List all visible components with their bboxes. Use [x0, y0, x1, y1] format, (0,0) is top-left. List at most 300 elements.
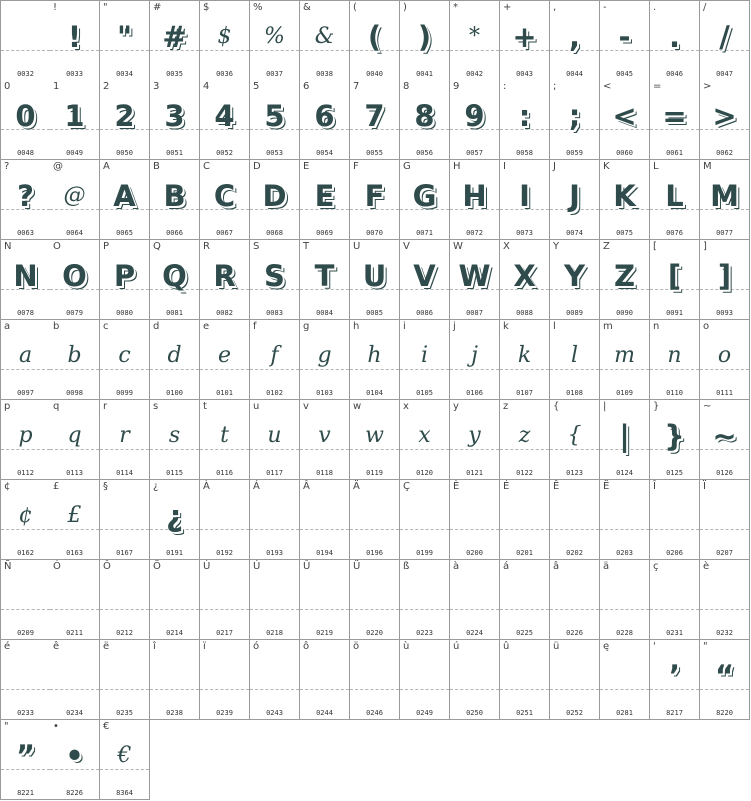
character-code: 0080 — [116, 309, 133, 317]
glyph-cell — [50, 160, 100, 240]
glyph-cell — [600, 560, 650, 640]
glyph-preview: ~ — [712, 419, 737, 453]
character-label: ¢ — [4, 481, 11, 492]
character-code: 0233 — [17, 709, 34, 717]
baseline-guide — [100, 529, 149, 530]
glyph-preview: & — [314, 24, 335, 49]
character-code: 0072 — [466, 229, 483, 237]
glyph-cell — [0, 640, 51, 720]
glyph-cell — [0, 240, 51, 320]
glyph-cell — [450, 240, 500, 320]
glyph-cell — [600, 480, 650, 560]
character-label: É — [503, 481, 510, 492]
glyph-preview: ¿ — [166, 499, 183, 533]
character-code: 0207 — [716, 549, 733, 557]
character-label: G — [403, 161, 411, 172]
baseline-guide — [250, 529, 299, 530]
character-code: 0085 — [366, 309, 383, 317]
character-label: [ — [653, 241, 657, 252]
glyph-cell — [500, 160, 550, 240]
character-label: ? — [4, 161, 10, 172]
character-code: 0078 — [17, 309, 34, 317]
character-label: ö — [353, 641, 360, 652]
glyph-cell — [200, 80, 250, 160]
character-label: Q — [153, 241, 161, 252]
character-code: 0043 — [516, 70, 533, 78]
glyph-cell — [600, 80, 650, 160]
character-label: . — [653, 2, 657, 13]
glyph-preview: / — [719, 20, 730, 54]
glyph-cell — [550, 480, 600, 560]
character-label: ù — [403, 641, 410, 652]
glyph-preview: } — [664, 419, 685, 453]
character-label: 3 — [153, 81, 160, 92]
character-code: 0033 — [66, 70, 83, 78]
glyph-cell — [650, 560, 700, 640]
character-label: @ — [53, 161, 63, 172]
character-code: 0163 — [66, 549, 83, 557]
glyph-cell — [550, 80, 600, 160]
character-label: v — [303, 401, 309, 412]
character-code: 0192 — [216, 549, 233, 557]
character-label: Ë — [603, 481, 610, 492]
glyph-cell — [150, 320, 200, 400]
character-code: 0035 — [166, 70, 183, 78]
character-code: 8217 — [666, 709, 683, 717]
character-code: 0220 — [366, 629, 383, 637]
character-label: Ñ — [4, 561, 12, 572]
glyph-cell — [500, 560, 550, 640]
character-label: È — [453, 481, 460, 492]
character-label: € — [103, 721, 110, 732]
glyph-cell — [350, 480, 400, 560]
character-label: â — [553, 561, 560, 572]
character-label: m — [603, 321, 613, 332]
baseline-guide — [200, 689, 249, 690]
character-code: 0203 — [616, 549, 633, 557]
baseline-guide — [700, 609, 749, 610]
character-label: ô — [303, 641, 310, 652]
glyph-preview: ] — [717, 259, 732, 293]
glyph-preview: - — [618, 20, 631, 54]
glyph-cell — [200, 560, 250, 640]
character-label: ) — [403, 2, 407, 13]
character-label: R — [203, 241, 210, 252]
glyph-cell — [250, 480, 300, 560]
baseline-guide — [150, 689, 199, 690]
glyph-cell — [500, 240, 550, 320]
character-code: 0246 — [366, 709, 383, 717]
character-label: Á — [253, 481, 260, 492]
character-code: 0083 — [266, 309, 283, 317]
character-code: 0114 — [116, 469, 133, 477]
glyph-cell — [550, 560, 600, 640]
glyph-cell — [100, 560, 150, 640]
character-label: ß — [403, 561, 410, 572]
glyph-cell — [700, 560, 750, 640]
glyph-preview: N — [13, 259, 38, 293]
character-label: a — [4, 321, 11, 332]
glyph-preview: K — [613, 179, 636, 213]
character-code: 0110 — [666, 389, 683, 397]
glyph-preview: p — [18, 423, 33, 448]
character-code: 0104 — [366, 389, 383, 397]
character-code: 0214 — [166, 629, 183, 637]
glyph-cell — [450, 80, 500, 160]
character-code: 0250 — [466, 709, 483, 717]
glyph-cell — [250, 240, 300, 320]
glyph-preview: 5 — [264, 99, 285, 133]
glyph-cell — [150, 0, 200, 81]
baseline-guide — [400, 529, 449, 530]
glyph-cell — [500, 640, 550, 720]
character-code: 0075 — [616, 229, 633, 237]
baseline-guide — [100, 689, 149, 690]
character-code: 0218 — [266, 629, 283, 637]
baseline-guide — [650, 609, 699, 610]
character-label: c — [103, 321, 109, 332]
glyph-cell — [200, 400, 250, 480]
glyph-preview: z — [518, 423, 531, 448]
glyph-cell — [100, 640, 150, 720]
character-code: 0059 — [566, 149, 583, 157]
glyph-preview: c — [118, 343, 131, 368]
character-label: 7 — [353, 81, 360, 92]
glyph-cell — [550, 400, 600, 480]
baseline-guide — [1, 50, 50, 51]
character-label: ó — [253, 641, 260, 652]
glyph-preview: y — [468, 423, 481, 448]
glyph-preview: < — [612, 99, 637, 133]
character-label: 4 — [203, 81, 210, 92]
baseline-guide — [350, 689, 399, 690]
character-label: ë — [103, 641, 110, 652]
character-code: 0238 — [166, 709, 183, 717]
character-code: 0074 — [566, 229, 583, 237]
glyph-cell — [350, 240, 400, 320]
glyph-cell — [650, 400, 700, 480]
glyph-cell — [450, 560, 500, 640]
character-label: £ — [53, 481, 60, 492]
character-code: 0050 — [116, 149, 133, 157]
glyph-cell — [400, 400, 450, 480]
baseline-guide — [300, 689, 349, 690]
character-label: b — [53, 321, 60, 332]
glyph-cell — [350, 640, 400, 720]
glyph-cell — [200, 160, 250, 240]
baseline-guide — [1, 609, 50, 610]
glyph-preview: b — [67, 343, 82, 368]
character-label: x — [403, 401, 409, 412]
character-code: 0069 — [316, 229, 333, 237]
character-code: 0122 — [516, 469, 533, 477]
glyph-preview: 0 — [15, 99, 36, 133]
baseline-guide — [600, 529, 649, 530]
glyph-cell — [350, 80, 400, 160]
glyph-cell — [250, 0, 300, 81]
baseline-guide — [550, 609, 599, 610]
glyph-preview: £ — [67, 503, 82, 528]
character-label: | — [603, 401, 607, 412]
character-code: 0235 — [116, 709, 133, 717]
baseline-guide — [350, 609, 399, 610]
character-label: F — [353, 161, 359, 172]
baseline-guide — [500, 529, 549, 530]
character-code: 0056 — [416, 149, 433, 157]
character-label: á — [503, 561, 510, 572]
glyph-cell — [200, 480, 250, 560]
character-label: : — [503, 81, 507, 92]
baseline-guide — [300, 609, 349, 610]
character-label: î — [153, 641, 156, 652]
character-code: 0058 — [516, 149, 533, 157]
character-label: À — [203, 481, 210, 492]
character-label: r — [103, 401, 108, 412]
character-code: 0103 — [316, 389, 333, 397]
character-code: 8221 — [17, 789, 34, 797]
glyph-preview: L — [665, 179, 684, 213]
glyph-cell — [100, 320, 150, 400]
glyph-preview: a — [18, 343, 33, 368]
glyph-cell — [450, 400, 500, 480]
glyph-preview: G — [412, 179, 437, 213]
glyph-preview: 6 — [314, 99, 335, 133]
character-code: 0054 — [316, 149, 333, 157]
character-code: 0077 — [716, 229, 733, 237]
character-code: 0102 — [266, 389, 283, 397]
glyph-preview: S — [264, 259, 285, 293]
character-code: 0065 — [116, 229, 133, 237]
glyph-cell — [650, 80, 700, 160]
glyph-preview: ) — [417, 20, 432, 54]
glyph-cell — [250, 80, 300, 160]
character-code: 0052 — [216, 149, 233, 157]
character-code: 0108 — [566, 389, 583, 397]
glyph-cell — [300, 400, 350, 480]
glyph-preview: u — [267, 423, 282, 448]
character-code: 0111 — [716, 389, 733, 397]
character-label: Â — [303, 481, 310, 492]
character-code: 0090 — [616, 309, 633, 317]
baseline-guide — [450, 689, 499, 690]
character-label: Û — [303, 561, 311, 572]
glyph-preview: A — [113, 179, 136, 213]
glyph-preview: x — [418, 423, 431, 448]
glyph-cell — [50, 80, 100, 160]
character-label: j — [453, 321, 456, 332]
character-code: 0244 — [316, 709, 333, 717]
character-code: 0252 — [566, 709, 583, 717]
character-code: 0071 — [416, 229, 433, 237]
character-label: < — [603, 81, 612, 92]
glyph-cell — [500, 0, 550, 81]
character-label: , — [553, 2, 557, 13]
glyph-cell — [450, 480, 500, 560]
character-code: 0076 — [666, 229, 683, 237]
glyph-cell — [200, 240, 250, 320]
glyph-cell — [200, 320, 250, 400]
baseline-guide — [550, 529, 599, 530]
baseline-guide — [550, 689, 599, 690]
glyph-preview: € — [117, 743, 132, 768]
baseline-guide — [600, 609, 649, 610]
glyph-cell — [650, 240, 700, 320]
baseline-guide — [150, 609, 199, 610]
glyph-cell — [600, 400, 650, 480]
glyph-preview: w — [365, 423, 384, 448]
character-label: ü — [553, 641, 560, 652]
character-label: ¿ — [153, 481, 159, 492]
character-code: 0234 — [66, 709, 83, 717]
character-code: 0196 — [366, 549, 383, 557]
character-code: 0045 — [616, 70, 633, 78]
glyph-cell — [400, 320, 450, 400]
character-code: 0209 — [17, 629, 34, 637]
character-label: é — [4, 641, 11, 652]
character-label: ! — [53, 2, 58, 13]
character-code: 0201 — [516, 549, 533, 557]
character-code: 0125 — [666, 469, 683, 477]
glyph-cell — [350, 560, 400, 640]
character-code: 0037 — [266, 70, 283, 78]
character-label: " — [103, 2, 108, 13]
glyph-preview: P — [113, 259, 136, 293]
character-code: 0088 — [516, 309, 533, 317]
character-code: 0048 — [17, 149, 34, 157]
glyph-cell — [100, 480, 150, 560]
character-label: O — [53, 241, 61, 252]
glyph-preview: X — [513, 259, 536, 293]
baseline-guide — [700, 529, 749, 530]
glyph-preview: ¢ — [18, 503, 33, 528]
glyph-cell — [150, 160, 200, 240]
character-code: 0194 — [316, 549, 333, 557]
baseline-guide — [200, 529, 249, 530]
glyph-cell — [0, 0, 51, 81]
glyph-cell — [700, 160, 750, 240]
glyph-preview: W — [458, 259, 491, 293]
glyph-cell — [550, 640, 600, 720]
character-label: ï — [203, 641, 206, 652]
glyph-cell — [250, 160, 300, 240]
character-code: 0068 — [266, 229, 283, 237]
glyph-preview: O — [62, 259, 87, 293]
glyph-preview: 9 — [464, 99, 485, 133]
character-label: * — [453, 2, 458, 13]
glyph-preview: 2 — [114, 99, 135, 133]
glyph-preview: j — [471, 343, 478, 368]
glyph-cell — [300, 160, 350, 240]
character-label: - — [603, 2, 607, 13]
character-label: z — [503, 401, 509, 412]
glyph-preview: 8 — [414, 99, 435, 133]
character-label: p — [4, 401, 11, 412]
glyph-preview: 4 — [214, 99, 235, 133]
glyph-cell — [450, 160, 500, 240]
character-label: ' — [653, 641, 656, 652]
glyph-cell — [100, 80, 150, 160]
glyph-cell — [400, 480, 450, 560]
glyph-cell — [0, 720, 51, 800]
glyph-preview: T — [314, 259, 335, 293]
character-label: ç — [653, 561, 659, 572]
glyph-cell — [700, 80, 750, 160]
glyph-preview: s — [168, 423, 181, 448]
character-label: U — [353, 241, 361, 252]
character-code: 0119 — [366, 469, 383, 477]
character-label: k — [503, 321, 509, 332]
character-label: w — [353, 401, 362, 412]
character-label: = — [653, 81, 662, 92]
character-code: 0120 — [416, 469, 433, 477]
glyph-preview: ? — [17, 179, 34, 213]
character-label: Ü — [353, 561, 361, 572]
character-code: 0051 — [166, 149, 183, 157]
character-label: E — [303, 161, 310, 172]
character-code: 0223 — [416, 629, 433, 637]
character-code: 0193 — [266, 549, 283, 557]
glyph-preview: = — [662, 99, 687, 133]
glyph-cell — [300, 0, 350, 81]
glyph-cell — [250, 560, 300, 640]
baseline-guide — [50, 609, 99, 610]
glyph-preview: @ — [63, 183, 86, 208]
glyph-preview: " — [116, 20, 133, 54]
character-code: 0191 — [166, 549, 183, 557]
glyph-preview: F — [364, 179, 385, 213]
glyph-cell — [100, 0, 150, 81]
glyph-preview: 7 — [364, 99, 385, 133]
glyph-cell — [150, 560, 200, 640]
character-code: 0101 — [216, 389, 233, 397]
character-code: 0239 — [216, 709, 233, 717]
glyph-cell — [50, 240, 100, 320]
character-code: 0063 — [17, 229, 34, 237]
character-code: 0087 — [466, 309, 483, 317]
character-code: 0046 — [666, 70, 683, 78]
character-code: 0106 — [466, 389, 483, 397]
character-label: h — [353, 321, 360, 332]
character-label: W — [453, 241, 463, 252]
character-code: 0064 — [66, 229, 83, 237]
glyph-cell — [700, 640, 750, 720]
glyph-cell — [250, 400, 300, 480]
glyph-cell — [0, 320, 51, 400]
character-code: 0038 — [316, 70, 333, 78]
character-label: # — [153, 2, 162, 13]
character-label: Ö — [153, 561, 161, 572]
glyph-preview: t — [220, 423, 229, 448]
baseline-guide — [250, 689, 299, 690]
glyph-cell — [50, 400, 100, 480]
character-code: 0044 — [566, 70, 583, 78]
character-code: 0118 — [316, 469, 333, 477]
character-code: 0206 — [666, 549, 683, 557]
glyph-preview: C — [213, 179, 236, 213]
character-code: 0281 — [616, 709, 633, 717]
glyph-preview: ’ — [668, 659, 681, 693]
character-code: 0121 — [466, 469, 483, 477]
character-label: ] — [703, 241, 707, 252]
character-label: " — [4, 721, 9, 732]
character-label: B — [153, 161, 160, 172]
character-code: 0053 — [266, 149, 283, 157]
glyph-cell — [500, 320, 550, 400]
glyph-cell — [300, 480, 350, 560]
glyph-cell — [700, 0, 750, 81]
glyph-preview: > — [712, 99, 737, 133]
character-code: 0049 — [66, 149, 83, 157]
